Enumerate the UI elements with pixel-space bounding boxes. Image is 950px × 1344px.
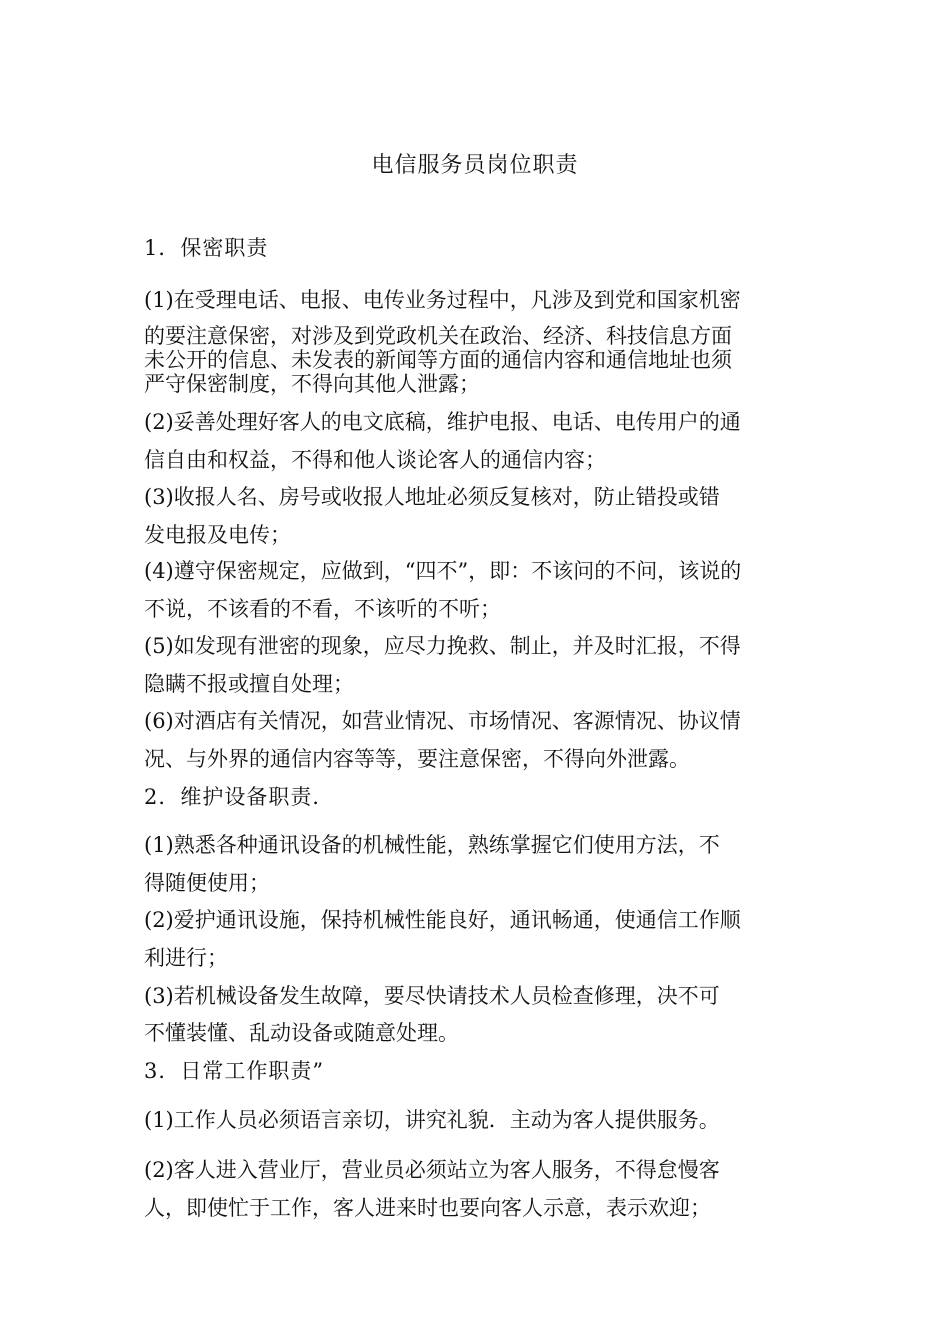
- paragraph-line: (1)在受理电话、电报、电传业务过程中，凡涉及到党和国家机密: [144, 288, 741, 312]
- paragraph-line: (3)收报人名、房号或收报人地址必须反复核对，防止错投或错: [144, 485, 720, 509]
- section-heading-equipment: 2．维护设备职责．: [144, 785, 335, 809]
- paragraph-line: (2)客人进入营业厅，营业员必须站立为客人服务，不得怠慢客: [144, 1158, 720, 1182]
- paragraph-line: 严守保密制度，不得向其他人泄露；: [144, 372, 480, 396]
- paragraph-line: 隐瞒不报或擅自处理；: [144, 672, 354, 696]
- paragraph-line: 未公开的信息、未发表的新闻等方面的通信内容和通信地址也须: [144, 348, 732, 372]
- paragraph-line: (6)对酒店有关情况，如营业情况、市场情况、客源情况、协议情: [144, 709, 741, 733]
- paragraph-line: 得随便使用；: [144, 871, 270, 895]
- paragraph-line: 信自由和权益，不得和他人谈论客人的通信内容；: [144, 448, 606, 472]
- paragraph-line: (2)爱护通讯设施，保持机械性能良好，通讯畅通，使通信工作顺: [144, 908, 741, 932]
- paragraph-line: 的要注意保密，对涉及到党政机关在政治、经济、科技信息方面: [144, 324, 732, 348]
- paragraph-line: (1)工作人员必须语言亲切，讲究礼貌．主动为客人提供服务。: [144, 1108, 720, 1132]
- paragraph-line: (1)熟悉各种通讯设备的机械性能，熟练掌握它们使用方法，不: [144, 833, 720, 857]
- paragraph-line: 发电报及电传；: [144, 523, 291, 547]
- section-heading-confidentiality: 1．保密职责: [144, 236, 269, 260]
- document-title: 电信服务员岗位职责: [371, 153, 579, 178]
- section-heading-daily-work: 3．日常工作职责”: [144, 1059, 325, 1083]
- paragraph-line: 不说，不该看的不看，不该听的不听；: [144, 597, 501, 621]
- paragraph-line: 人，即使忙于工作，客人进来时也要向客人示意，表示欢迎；: [144, 1196, 711, 1220]
- paragraph-line: (4)遵守保密规定，应做到，“四不”，即：不该问的不问，该说的: [144, 559, 742, 583]
- paragraph-line: (5)如发现有泄密的现象，应尽力挽救、制止，并及时汇报，不得: [144, 634, 741, 658]
- paragraph-line: 不懂装懂、乱动设备或随意处理。: [144, 1021, 459, 1045]
- paragraph-line: (3)若机械设备发生故障，要尽快请技术人员检查修理，决不可: [144, 984, 720, 1008]
- paragraph-line: 利进行；: [144, 946, 228, 970]
- paragraph-line: 况、与外界的通信内容等等，要注意保密，不得向外泄露。: [144, 747, 690, 771]
- paragraph-line: (2)妥善处理好客人的电文底稿，维护电报、电话、电传用户的通: [144, 410, 741, 434]
